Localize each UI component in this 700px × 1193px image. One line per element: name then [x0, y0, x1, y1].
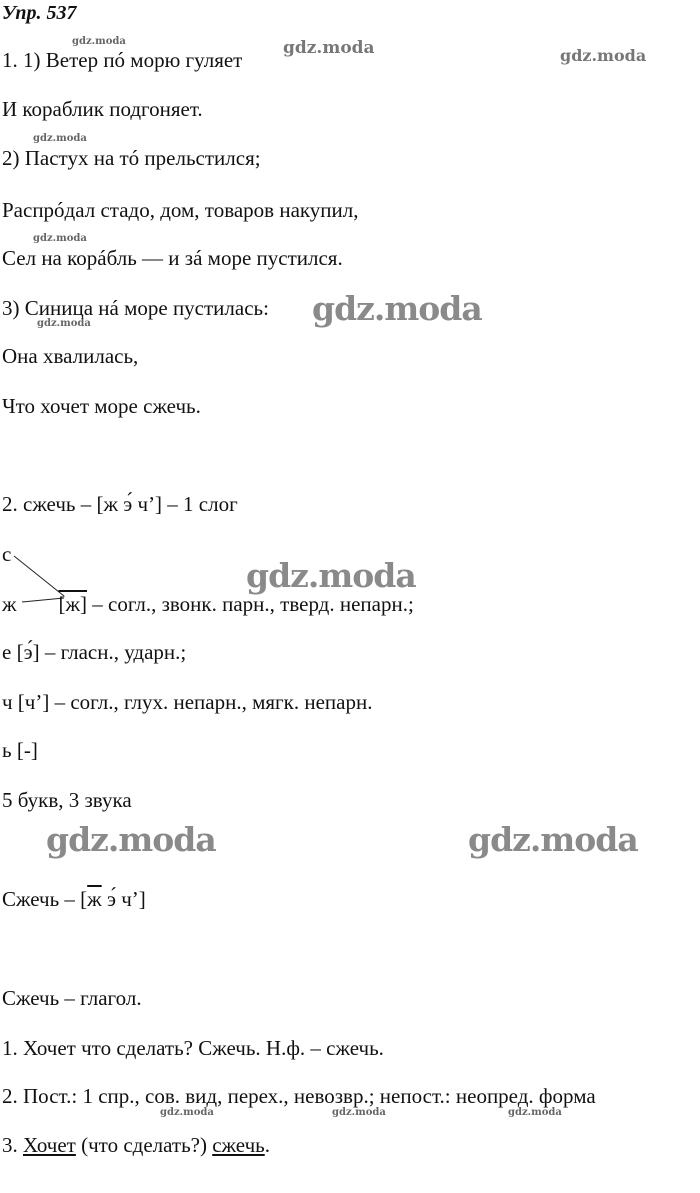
watermark: gdz.moda	[37, 318, 91, 329]
morph-line-4	[2, 1133, 270, 1157]
underlined-word-hochet: Хочет	[23, 1133, 76, 1157]
poem-line-6: 3) Синица нá море пустилась:	[2, 296, 269, 320]
poem-line-7: Она хвалилась,	[2, 344, 139, 368]
watermark: gdz.moda	[46, 820, 216, 859]
transcription-line	[2, 887, 146, 911]
transcription-prefix: Сжечь – [	[2, 887, 88, 911]
watermark: gdz.moda	[468, 820, 638, 859]
watermark: gdz.moda	[332, 1107, 386, 1118]
ch-line: ч [ч’] – согл., глух. непарн., мягк. непарн.	[2, 690, 373, 714]
watermark: gdz.moda	[312, 289, 482, 328]
watermark: gdz.moda	[508, 1107, 562, 1118]
phonetic-header: 2. сжечь – [ж э́ ч’] – 1 слог	[2, 492, 238, 516]
poem-line-5: Сел на корáбль — и зá море пустился.	[2, 246, 343, 270]
underlined-word-szhech: сжечь	[212, 1133, 265, 1157]
watermark: gdz.moda	[560, 46, 647, 65]
watermark: gdz.moda	[33, 133, 87, 144]
poem-line-1: 1. 1) Ветер пó морю гуляет	[2, 48, 243, 72]
transcription-zh: ж	[87, 887, 102, 911]
soft-sign-line: ь [-]	[2, 738, 38, 762]
watermark: gdz.moda	[72, 36, 126, 47]
watermark: gdz.moda	[160, 1107, 214, 1118]
poem-line-2: И кораблик подгоняет.	[2, 97, 203, 121]
poem-line-3: 2) Пастух на тó прельстился;	[2, 146, 261, 170]
morph-line-3: 2. Пост.: 1 спр., сов. вид, перех., невозвр.; непост.: неопред. форма	[2, 1084, 596, 1108]
letter-s: с	[2, 542, 12, 566]
morph-line-4-middle: (что сделать?)	[75, 1133, 213, 1157]
zh-line	[2, 592, 414, 616]
watermark: gdz.moda	[283, 38, 375, 58]
e-line: е [э́] – гласн., ударн.;	[2, 640, 187, 664]
poem-line-4: Распрóдал стадо, дом, товаров накупил,	[2, 198, 359, 222]
watermark: gdz.moda	[33, 233, 87, 244]
zh-sound: [ж]	[58, 592, 88, 616]
letter-zh: ж	[2, 592, 17, 616]
morph-line-4-prefix: 3.	[2, 1133, 23, 1157]
morph-line-1: Сжечь – глагол.	[2, 986, 142, 1010]
exercise-title: Упр. 537	[2, 2, 77, 24]
count-line: 5 букв, 3 звука	[2, 788, 132, 812]
poem-line-8: Что хочет море сжечь.	[2, 394, 201, 418]
watermark: gdz.moda	[246, 556, 416, 595]
morph-line-4-end: .	[264, 1133, 270, 1157]
zh-description: – согл., звонк. парн., тверд. непарн.;	[87, 592, 414, 616]
morph-line-2: 1. Хочет что сделать? Сжечь. Н.ф. – сжечь.	[2, 1036, 384, 1060]
transcription-rest: э́ ч’]	[101, 887, 146, 911]
